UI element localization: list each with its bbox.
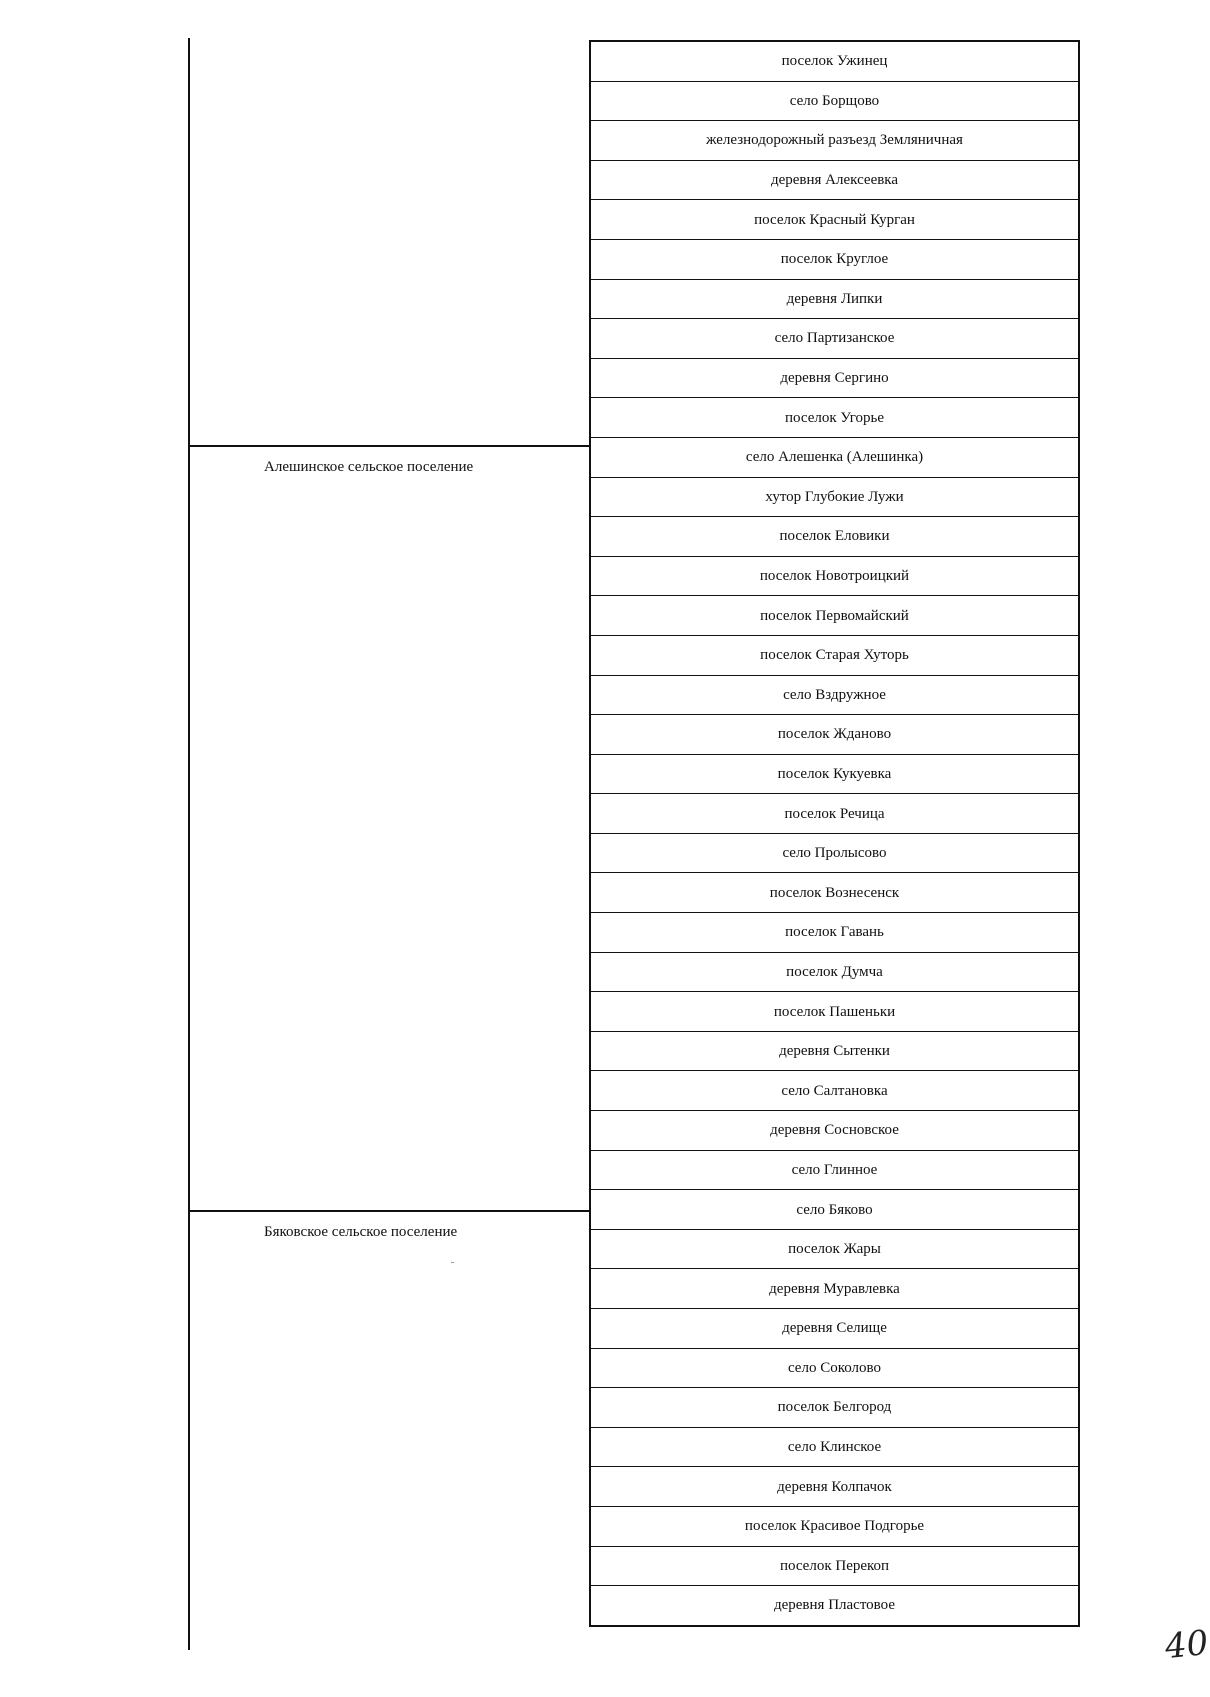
locality-name: поселок Круглое [590,239,1079,279]
locality-name: поселок Гавань [590,913,1079,953]
locality-row [590,1309,1079,1349]
locality-name: поселок Речица [590,794,1079,834]
locality-row [590,239,1079,279]
locality-name: село Борщово [590,81,1079,121]
locality-row [590,517,1079,557]
group-separator [188,445,590,447]
locality-row [590,833,1079,873]
locality-name: железнодорожный разъезд Земляничная [590,121,1079,161]
locality-name: деревня Алексеевка [590,160,1079,200]
locality-name: поселок Вознесенск [590,873,1079,913]
locality-row [590,794,1079,834]
locality-name: деревня Сытенки [590,1031,1079,1071]
locality-row [590,1071,1079,1111]
locality-name: поселок Жданово [590,715,1079,755]
locality-row [590,1586,1079,1626]
locality-row [590,1229,1079,1269]
locality-row [590,1467,1079,1507]
locality-name: поселок Белгород [590,1388,1079,1428]
locality-name: село Партизанское [590,319,1079,359]
locality-name: поселок Красный Курган [590,200,1079,240]
localities-table [589,40,1080,1627]
locality-name: село Глинное [590,1150,1079,1190]
locality-row [590,358,1079,398]
locality-row [590,1269,1079,1309]
left-column-border [188,38,190,1650]
locality-name: село Клинское [590,1427,1079,1467]
locality-row [590,437,1079,477]
locality-name: деревня Сергино [590,358,1079,398]
locality-name: поселок Ужинец [590,41,1079,81]
locality-row [590,635,1079,675]
locality-row [590,398,1079,438]
locality-name: поселок Новотроицкий [590,556,1079,596]
locality-row [590,41,1079,81]
locality-row [590,1388,1079,1428]
locality-name: деревня Пластовое [773,1597,896,1614]
locality-name: деревня Сосновское [590,1111,1079,1151]
locality-row [590,319,1079,359]
locality-row [590,913,1079,953]
locality-name: деревня Муравлевка [590,1269,1079,1309]
locality-name: поселок Угорье [590,398,1079,438]
locality-name: село Алешенка (Алешинка) [590,437,1079,477]
locality-row [590,873,1079,913]
locality-name: село Салтановка [590,1071,1079,1111]
locality-row [590,556,1079,596]
locality-name: поселок Старая Хуторь [590,635,1079,675]
locality-row [590,160,1079,200]
locality-row [590,1190,1079,1230]
locality-row [590,1427,1079,1467]
locality-row [590,81,1079,121]
locality-name: село Пролысово [590,833,1079,873]
settlement-name-aleshinskoe: Алешинское сельское поселение [264,459,474,475]
locality-name: село Вздружное [590,675,1079,715]
locality-name: село Бяково [590,1190,1079,1230]
locality-row [590,477,1079,517]
locality-name: поселок Кукуевка [590,754,1079,794]
locality-name: поселок Жары [590,1229,1079,1269]
scan-speck [451,1262,454,1263]
localities-table-body [590,41,1079,1626]
locality-row [590,1546,1079,1586]
locality-name: деревня Колпачок [590,1467,1079,1507]
locality-row [590,754,1079,794]
locality-row [590,1506,1079,1546]
locality-name: деревня Липки [590,279,1079,319]
locality-name: поселок Еловики [590,517,1079,557]
locality-row [590,952,1079,992]
locality-row [590,992,1079,1032]
locality-row [590,1348,1079,1388]
locality-row [590,596,1079,636]
locality-row [590,121,1079,161]
locality-row [590,279,1079,319]
locality-row [590,1111,1079,1151]
locality-row [590,715,1079,755]
locality-name: поселок Пашеньки [590,992,1079,1032]
page-number: 40 [1163,1622,1210,1668]
settlement-name-byakovskoe: Бяковское сельское поселение [264,1224,458,1240]
locality-name: поселок Красивое Подгорье [590,1506,1079,1546]
locality-name: хутор Глубокие Лужи [590,477,1079,517]
locality-name: поселок Перекоп [590,1546,1079,1586]
locality-row [590,675,1079,715]
locality-row [590,1150,1079,1190]
locality-name: поселок Первомайский [590,596,1079,636]
locality-name: поселок Думча [590,952,1079,992]
locality-name: деревня Селище [590,1309,1079,1349]
locality-row [590,1031,1079,1071]
locality-row [590,200,1079,240]
group-separator [188,1210,590,1212]
locality-name: село Соколово [590,1348,1079,1388]
